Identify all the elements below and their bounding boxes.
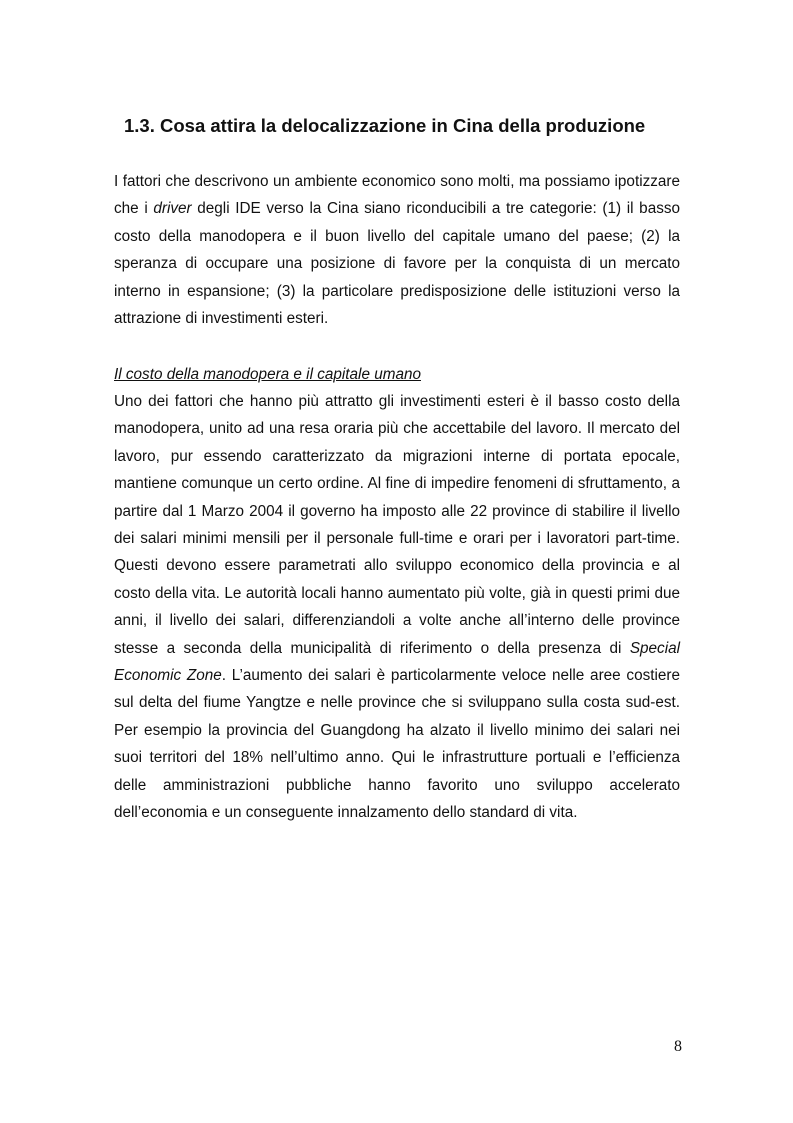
paragraph-text: . L’aumento dei salari è particolarmente veloce nelle aree costiere sul delta del fiume Yangtze e nelle province che si sviluppano sulla costa sud-est. Per esempio la provincia del Guangdong ha alzato il livello minimo dei salari nei suoi territori del 18% nell’ultimo anno. Qui le infrastrutture portuali e l’efficienza delle amministrazioni pubbliche hanno favorito uno sviluppo accelerato dell’economia e un conseguente innalzamento dello standard di vita.	[114, 667, 680, 822]
section-heading: 1.3. Cosa attira la delocalizzazione in Cina della produzione	[124, 115, 646, 136]
subsection-heading: Il costo della manodopera e il capitale umano	[114, 366, 421, 383]
italic-term-driver: driver	[153, 200, 192, 218]
paragraph-text: I fattori che descrivono un ambiente economico sono molti, ma possiamo ipotizzare che i	[114, 173, 680, 218]
italic-term-sez: Special Economic Zone	[114, 639, 680, 685]
paragraph-labour-cost	[114, 388, 680, 827]
paragraph-text: Uno dei fattori che hanno più attratto gli investimenti esteri è il basso costo della manodopera, unito ad una resa oraria più che accettabile del lavoro. Il mercato del lavoro, pur essendo caratterizzato da migrazioni interne di portata epocale, mantiene comunque un certo ordine. Al fine di impedire fenomeni di sfruttamento, a partire dal 1 Marzo 2004 il governo ha imposto alle 22 province di stabilire il livello dei salari minimi mensili per il personale full-time e orari per i lavoratori part-time. Questi devono essere parametrati allo sviluppo economico della provincia e al costo della vita. Le autorità locali hanno aumentato più volte, già in questi primi due anni, il livello dei salari, differenziandoli a volte anche all’interno delle province stesse a seconda della municipalità di riferimento o della presenza di	[114, 393, 680, 657]
page-number: 8	[674, 1038, 682, 1055]
paragraph-text: degli IDE verso la Cina siano riconducibili a tre categorie: (1) il basso costo della manodopera e il buon livello del capitale umano del paese; (2) la speranza di occupare una posizione di favore per la conquista di un mercato interno in espansione; (3) la particolare predisposizione delle istituzioni verso la attrazione di investimenti esteri.	[114, 200, 681, 328]
paragraph-drivers	[114, 168, 680, 332]
